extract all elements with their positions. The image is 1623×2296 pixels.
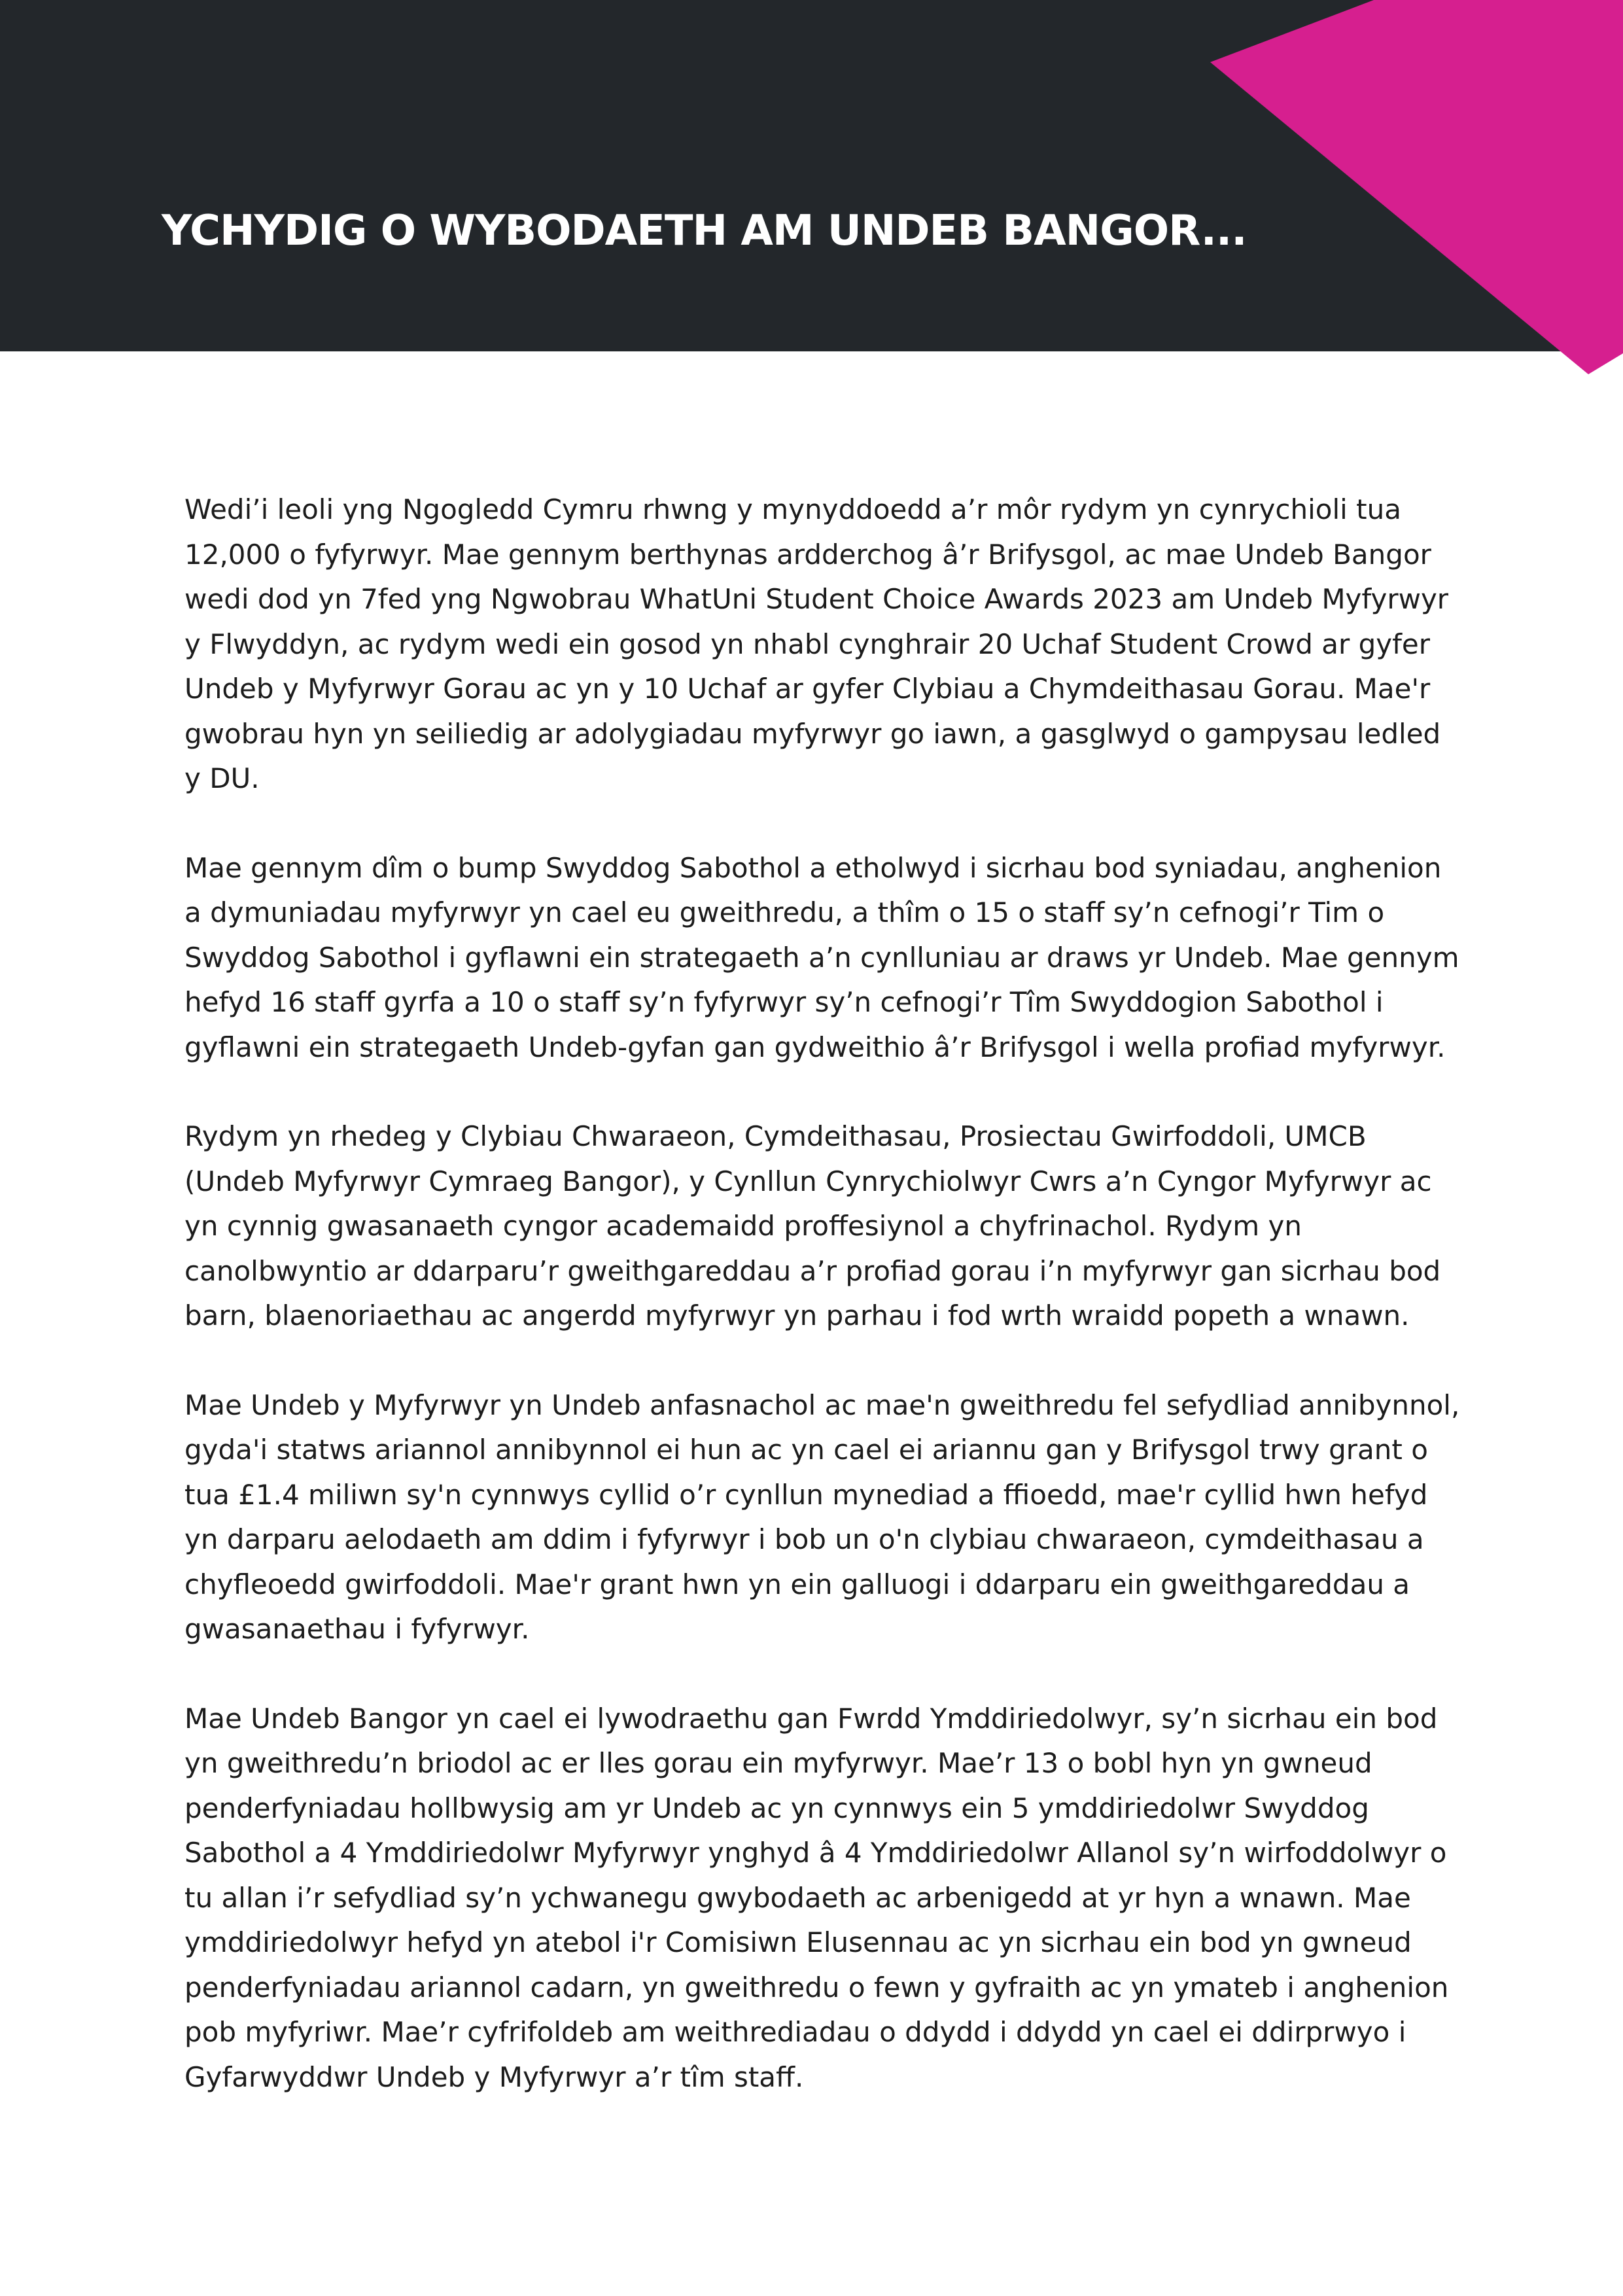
paragraph-funding: Mae Undeb y Myfyrwyr yn Undeb anfasnachol ac mae'n gweithredu fel sefydliad annibynnol, gyda'i statws ariannol annibynnol ei hun ac yn cael ei ariannu gan y Brifysgol trwy grant o tua £1.4 miliwn sy'n cynnwys cyllid o’r cynllun mynediad a ffioedd, mae'r cyllid hwn hefyd yn darparu aelodaeth am ddim i fyfyrwyr i bob un o'n clybiau chwaraeon, cymdeithasau a chyfleoedd gwirfoddoli. Mae'r grant hwn yn ein galluogi i ddarparu ein gweithgareddau a gwasanaethau i fyfyrwyr.: [184, 1388, 1460, 1645]
paragraph-intro: Wedi’i leoli yng Ngogledd Cymru rhwng y mynyddoedd a’r môr rydym yn cynrychioli tua 12,000 o fyfyrwyr. Mae gennym berthynas ardderchog â’r Brifysgol, ac mae Undeb Bangor wedi dod yn 7fed yng Ngwobrau WhatUni Student Choice Awards 2023 am Undeb Myfyrwyr y Flwyddyn, ac rydym wedi ein gosod yn nhabl cynghrair 20 Uchaf Student Crowd ar gyfer Undeb y Myfyrwyr Gorau ac yn y 10 Uchaf ar gyfer Clybiau a Chymdeithasau Gorau. Mae'r gwobrau hyn yn seiliedig ar adolygiadau myfyrwyr go iawn, a gasglwyd o gampysau ledled y DU.: [184, 493, 1449, 794]
paragraph-activities: Rydym yn rhedeg y Clybiau Chwaraeon, Cymdeithasau, Prosiectau Gwirfoddoli, UMCB (Undeb Myfyrwyr Cymraeg Bangor), y Cynllun Cynrychiolwyr Cwrs a’n Cyngor Myfyrwyr ac yn cynnig gwasanaeth cyngor academaidd proffesiynol a chyfrinachol. Rydym yn canolbwyntio ar ddarparu’r gweithgareddau a’r profiad gorau i’n myfyrwyr gan sicrhau bod barn, blaenoriaethau ac angerdd myfyrwyr yn parhau i fod wrth wraidd popeth a wnawn.: [184, 1120, 1441, 1332]
accent-triangle: [0, 0, 1623, 393]
accent-triangle-shape: [1210, 0, 1623, 374]
page-title: YCHYDIG O WYBODAETH AM UNDEB BANGOR...: [162, 207, 1247, 255]
paragraph-team: Mae gennym dîm o bump Swyddog Sabothol a etholwyd i sicrhau bod syniadau, anghenion a dymuniadau myfyrwyr yn cael eu gweithredu, a thîm o 15 o staff sy’n cefnogi’r Tim o Swyddog Sabothol i gyflawni ein strategaeth a’n cynlluniau ar draws yr Undeb. Mae gennym hefyd 16 staff gyrfa a 10 o staff sy’n fyfyrwyr sy’n cefnogi’r Tîm Swyddogion Sabothol i gyflawni ein strategaeth Undeb-gyfan gan gydweithio â’r Brifysgol i wella profiad myfyrwyr.: [184, 851, 1459, 1063]
body-text: [184, 487, 1460, 2144]
paragraph-governance: Mae Undeb Bangor yn cael ei lywodraethu gan Fwrdd Ymddiriedolwyr, sy’n sicrhau ein bod yn gweithredu’n briodol ac er lles gorau ein myfyrwyr. Mae’r 13 o bobl hyn yn gwneud penderfyniadau hollbwysig am yr Undeb ac yn cynnwys ein 5 ymddiriedolwr Swyddog Sabothol a 4 Ymddiriedolwr Myfyrwyr ynghyd â 4 Ymddiriedolwr Allanol sy’n wirfoddolwyr o tu allan i’r sefydliad sy’n ychwanegu gwybodaeth ac arbenigedd at yr hyn a wnawn. Mae ymddiriedolwyr hefyd yn atebol i'r Comisiwn Elusennau ac yn sicrhau ein bod yn gwneud penderfyniadau ariannol cadarn, yn gweithredu o fewn y gyfraith ac yn ymateb i anghenion pob myfyriwr. Mae’r cyfrifoldeb am weithrediadau o ddydd i ddydd yn cael ei ddirprwyo i Gyfarwyddwr Undeb y Myfyrwyr a’r tîm staff.: [184, 1702, 1449, 2093]
